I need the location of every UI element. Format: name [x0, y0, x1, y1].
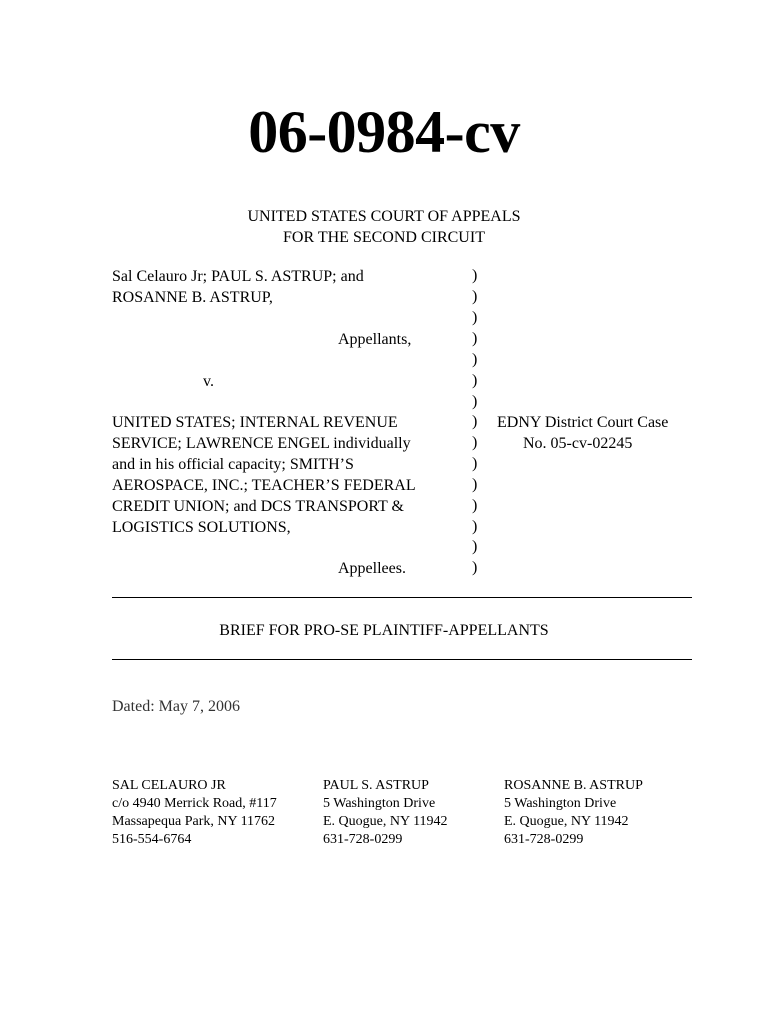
caption-bracket: ) — [472, 559, 478, 576]
caption-bracket: ) — [472, 330, 478, 347]
appellees-line: and in his official capacity; SMITH’S — [112, 456, 354, 473]
signatory-address-line2: Massapequa Park, NY 11762 — [112, 814, 276, 829]
appellants-label: Appellants, — [338, 331, 412, 348]
signatory-name: SAL CELAURO JR — [112, 778, 226, 793]
appellees-line: CREDIT UNION; and DCS TRANSPORT & — [112, 498, 404, 515]
caption-bracket: ) — [472, 372, 478, 389]
caption-bracket: ) — [472, 393, 478, 410]
signatory-block — [504, 777, 643, 849]
court-name-line2: FOR THE SECOND CIRCUIT — [283, 229, 485, 246]
appellees-line: AEROSPACE, INC.; TEACHER’S FEDERAL — [112, 477, 416, 494]
appellees-line: LOGISTICS SOLUTIONS, — [112, 519, 291, 536]
signatory-block — [323, 777, 448, 849]
district-case-label: EDNY District Court Case — [497, 414, 669, 431]
appellants-line: ROSANNE B. ASTRUP, — [112, 289, 273, 306]
caption-bracket: ) — [472, 288, 478, 305]
signatory-phone: 516-554-6764 — [112, 832, 192, 847]
signatory-address-line2: E. Quogue, NY 11942 — [504, 814, 629, 829]
caption-bracket: ) — [472, 497, 478, 514]
caption-bracket: ) — [472, 434, 478, 451]
signatory-name: ROSANNE B. ASTRUP — [504, 778, 643, 793]
signatory-address-line2: E. Quogue, NY 11942 — [323, 814, 448, 829]
caption-bracket: ) — [472, 455, 478, 472]
case-number: 06-0984-cv — [248, 99, 520, 165]
appellees-label: Appellees. — [338, 560, 406, 577]
signatory-address-line1: 5 Washington Drive — [504, 796, 617, 811]
caption-bracket: ) — [472, 267, 478, 284]
signatory-phone: 631-728-0299 — [504, 832, 584, 847]
horizontal-rule — [112, 659, 692, 660]
date-line: Dated: May 7, 2006 — [112, 698, 240, 715]
signatory-phone: 631-728-0299 — [323, 832, 403, 847]
caption-bracket: ) — [472, 538, 478, 555]
court-name-line1: UNITED STATES COURT OF APPEALS — [247, 208, 521, 225]
versus-label: v. — [203, 373, 214, 390]
caption-bracket: ) — [472, 518, 478, 535]
signatory-address-line1: 5 Washington Drive — [323, 796, 436, 811]
signatory-address-line1: c/o 4940 Merrick Road, #117 — [112, 796, 277, 811]
signatory-block — [112, 777, 277, 849]
caption-bracket: ) — [472, 351, 478, 368]
appellees-line: UNITED STATES; INTERNAL REVENUE — [112, 414, 398, 431]
district-case-number: No. 05-cv-02245 — [523, 435, 633, 452]
signatory-name: PAUL S. ASTRUP — [323, 778, 429, 793]
caption-bracket: ) — [472, 309, 478, 326]
appellants-line: Sal Celauro Jr; PAUL S. ASTRUP; and — [112, 268, 364, 285]
appellees-line: SERVICE; LAWRENCE ENGEL individually — [112, 435, 411, 452]
brief-title: BRIEF FOR PRO-SE PLAINTIFF-APPELLANTS — [219, 622, 549, 639]
horizontal-rule — [112, 597, 692, 598]
caption-bracket: ) — [472, 413, 478, 430]
caption-bracket: ) — [472, 476, 478, 493]
